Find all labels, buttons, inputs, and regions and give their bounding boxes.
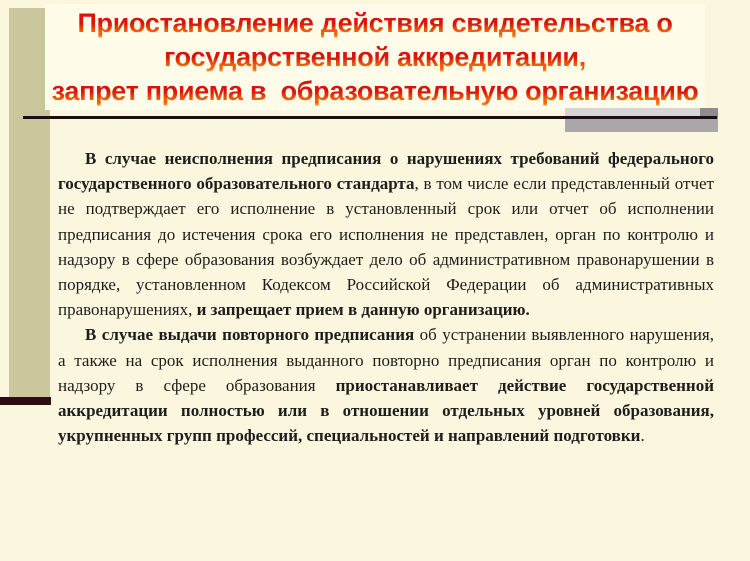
left-accent-bar <box>9 8 50 397</box>
paragraph: В случае неисполнения предписания о нарушениях требований федерального государственного образовательного стандарта, в том числе если представленный отчет не подтверждает его исполнение в установленный срок или отчет об исполнении предписания до истечения срока его исполнения не представлен, орган по контролю и надзору в сфере образования возбуждает дело об административном правонарушении в порядке, установленном Кодексом Российской Федерации об административных правонарушениях, и запрещает прием в данную организацию. <box>58 149 714 320</box>
title-line-2: государственной аккредитации, <box>164 42 586 72</box>
slide-title <box>45 4 705 110</box>
divider-end-decoration-mid <box>565 118 718 132</box>
body-text <box>58 146 714 448</box>
title-divider-line <box>23 116 717 119</box>
title-line-1: Приостановление действия свидетельства о <box>77 8 673 38</box>
maroon-accent-bar <box>0 397 51 405</box>
title-line-3: запрет приема в образовательную организацию <box>51 76 699 106</box>
paragraph: В случае выдачи повторного предписания об устранении выявленного нарушения, а также на срок исполнения выданного повторно предписания орган по контролю и надзору в сфере образования приостанавливает действие государственной аккредитации полностью или в отношении отдельных уровней образования, укрупненных групп профессий, специальностей и направлений подготовки. <box>58 325 715 446</box>
